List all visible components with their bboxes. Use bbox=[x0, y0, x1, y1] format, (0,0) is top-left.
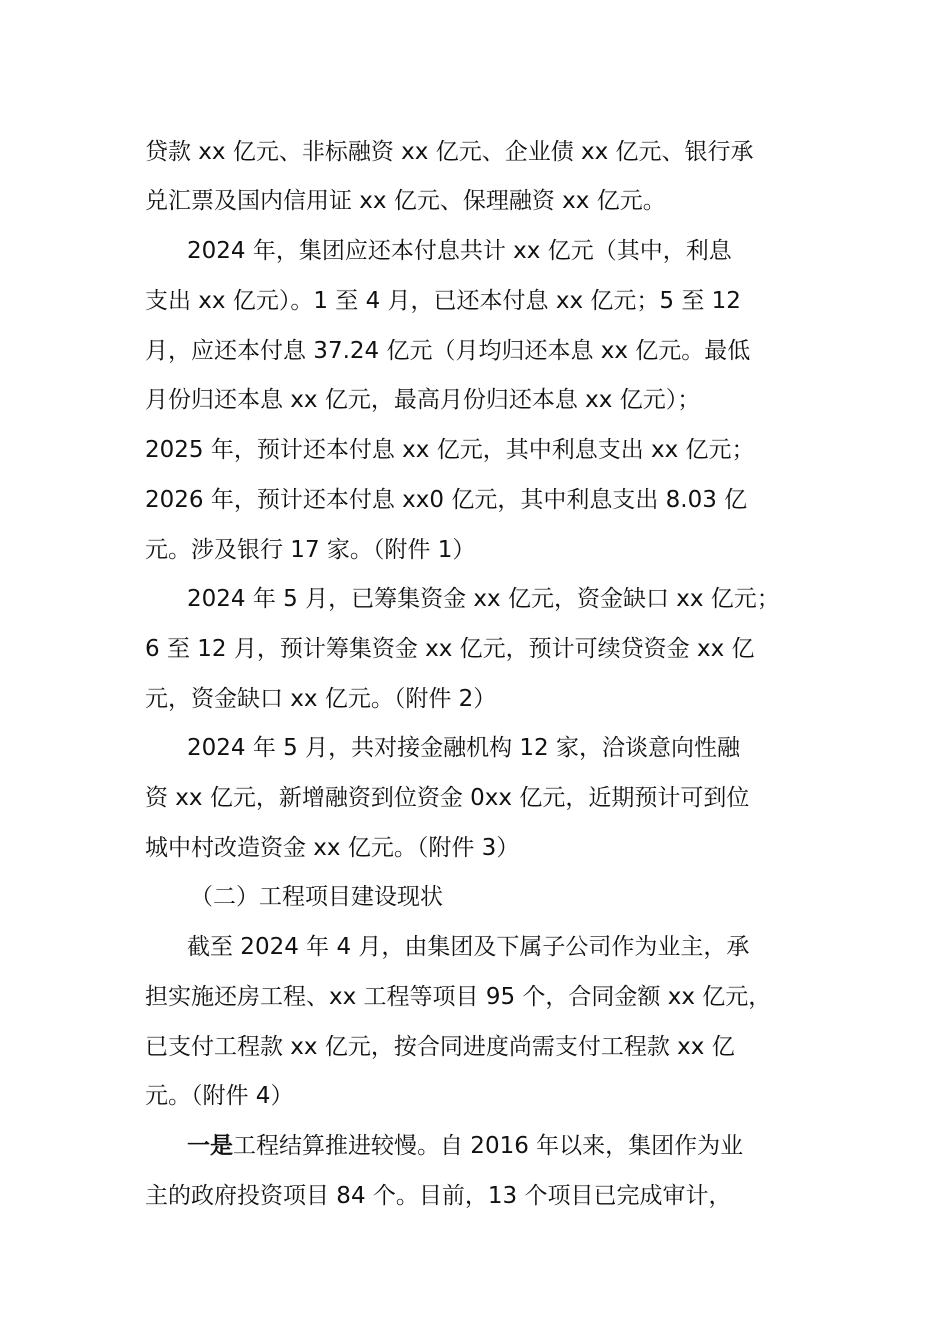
text-line: 担实施还房工程、xx 工程等项目 95 个，合同金额 xx 亿元， bbox=[145, 984, 772, 1010]
text-line: 2024 年 5 月，共对接金融机构 12 家，洽谈意向性融 bbox=[187, 735, 740, 761]
text-line: 月，应还本付息 37.24 亿元（月均归还本息 xx 亿元。最低 bbox=[145, 338, 751, 364]
text-line: 资 xx 亿元，新增融资到位资金 0xx 亿元，近期预计可到位 bbox=[145, 785, 750, 811]
text-line: 元，资金缺口 xx 亿元。（附件 2） bbox=[145, 686, 497, 712]
text-line: 支出 xx 亿元）。1 至 4 月，已还本付息 xx 亿元；5 至 12 bbox=[145, 288, 741, 314]
text-line: 元。（附件 4） bbox=[145, 1083, 294, 1109]
text-line: 贷款 xx 亿元、非标融资 xx 亿元、企业债 xx 亿元、银行承 bbox=[145, 139, 754, 165]
text-line bbox=[187, 1131, 743, 1161]
text-line: 2025 年，预计还本付息 xx 亿元，其中利息支出 xx 亿元； bbox=[145, 437, 755, 463]
section-heading: （二）工程项目建设现状 bbox=[190, 884, 443, 910]
text-line: 2024 年，集团应还本付息共计 xx 亿元（其中，利息 bbox=[187, 238, 732, 264]
text-line: 兑汇票及国内信用证 xx 亿元、保理融资 xx 亿元。 bbox=[145, 188, 666, 214]
text-line: 2026 年，预计还本付息 xx0 亿元，其中利息支出 8.03 亿 bbox=[145, 487, 748, 513]
text-line: 截至 2024 年 4 月，由集团及下属子公司作为业主，承 bbox=[187, 934, 750, 960]
text-line: 6 至 12 月，预计筹集资金 xx 亿元，预计可续贷资金 xx 亿 bbox=[145, 636, 755, 662]
text-line: 2024 年 5 月，已筹集资金 xx 亿元，资金缺口 xx 亿元； bbox=[187, 586, 780, 612]
bold-lead: 一是 bbox=[187, 1133, 233, 1159]
text-line: 月份归还本息 xx 亿元，最高月份归还本息 xx 亿元）； bbox=[145, 387, 701, 413]
text-line: 已支付工程款 xx 亿元，按合同进度尚需支付工程款 xx 亿 bbox=[145, 1034, 735, 1060]
text-line: 主的政府投资项目 84 个。目前，13 个项目已完成审计， bbox=[145, 1183, 732, 1209]
text-line: 城中村改造资金 xx 亿元。（附件 3） bbox=[145, 835, 520, 861]
text-line: 元。涉及银行 17 家。（附件 1） bbox=[145, 537, 476, 563]
text-span: 工程结算推进较慢。自 2016 年以来，集团作为业 bbox=[233, 1133, 744, 1159]
